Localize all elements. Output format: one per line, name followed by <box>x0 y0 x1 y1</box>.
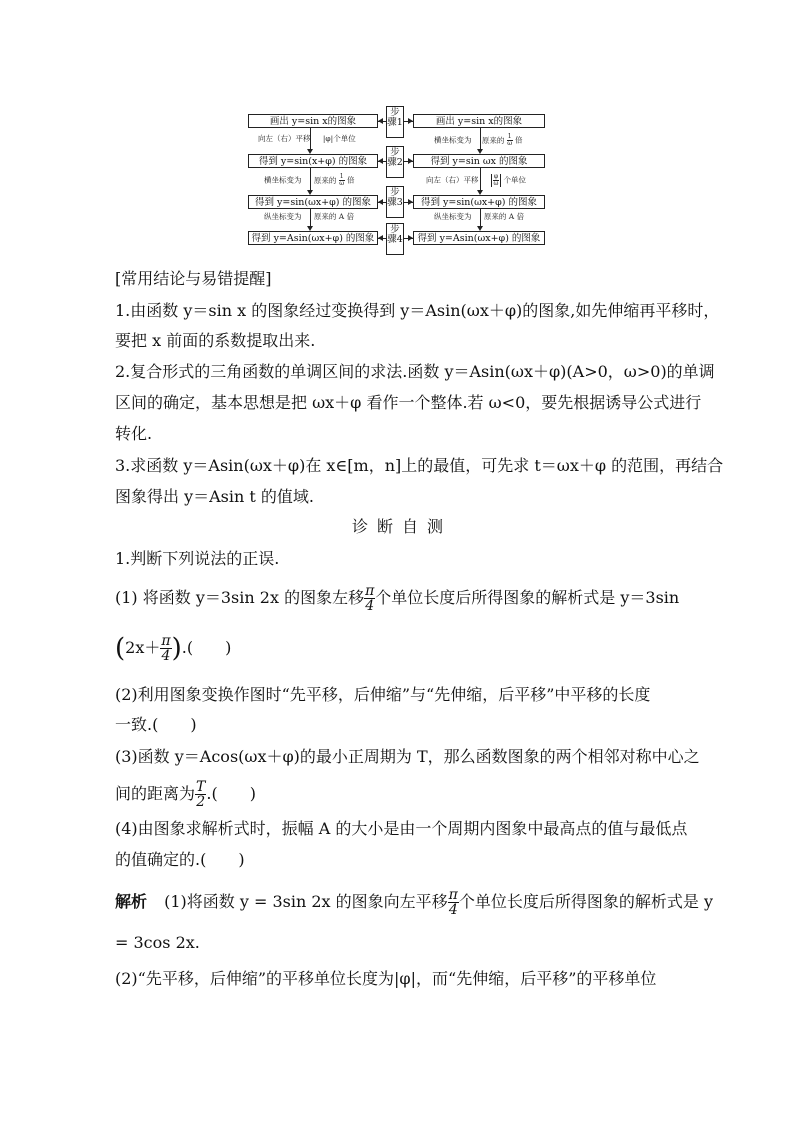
question-2-line-1: (2)利用图象变换作图时“先平移，后伸缩”与“先伸缩，后平移”中平移的长度 <box>115 685 651 704</box>
step-1-box: 步骤1 <box>386 106 404 138</box>
left-note-3 <box>264 212 354 222</box>
answer-label: 解析 <box>115 892 148 911</box>
arrow-down-icon <box>307 226 313 231</box>
note-text: 横坐标变为 <box>264 175 302 185</box>
frac-num: 1 <box>507 133 512 140</box>
paragraph-2-line-3: 转化. <box>115 424 153 443</box>
left-box-2: 得到 y=sin(x+φ) 的图象 <box>248 154 378 168</box>
note-value: |φ|个单位 <box>322 134 356 143</box>
arrow-down-icon <box>477 190 483 195</box>
test-heading: 诊断自测 <box>352 517 453 536</box>
right-box-2: 得到 y=sin ωx 的图象 <box>413 154 545 168</box>
question-4-line-1: (4)由图象求解析式时，振幅 A 的大小是由一个周期内图象中最高点的值与最低点 <box>115 819 688 838</box>
arrow-left-icon <box>378 199 383 205</box>
note-suffix: 倍 <box>515 135 523 145</box>
q1-fraction <box>364 584 375 613</box>
arrow-down-icon <box>307 190 313 195</box>
question-3-line-1: (3)函数 y＝Acos(ωx＋φ)的最小正周期为 T，那么函数图象的两个相邻对称中心之 <box>115 747 700 766</box>
frac-num: π <box>365 583 375 599</box>
q1-text-a: (1) 将函数 y＝3sin 2x 的图象左移 <box>115 588 365 607</box>
arrow-down-icon <box>477 226 483 231</box>
arrow-left-icon <box>378 158 383 164</box>
frac-den: ω <box>507 140 513 147</box>
note-text: 向左（右）平移 <box>426 175 479 185</box>
frac-num: π <box>448 887 458 903</box>
paragraph-3-line-2: 图象得出 y＝Asin t 的值域. <box>115 487 315 506</box>
frac-den: 4 <box>365 598 375 614</box>
right-box-1: 画出 y=sin x的图象 <box>413 114 545 128</box>
question-intro: 1.判断下列说法的正误. <box>115 549 280 568</box>
question-4-line-2: 的值确定的.( ) <box>115 850 245 869</box>
q3-blank: .( ) <box>206 784 256 803</box>
ans1-text-a: (1)将函数 y = 3sin 2x 的图象向左平移 <box>164 892 448 911</box>
step-3-box: 步骤3 <box>386 186 404 218</box>
frac-num: 1 <box>339 173 344 180</box>
note-fraction <box>507 134 513 147</box>
answer-2-line-1: (2)“先平移，后伸缩”的平移单位长度为|φ|，而“先伸缩，后平移”的平移单位 <box>115 969 657 988</box>
frac-den: 4 <box>448 902 458 918</box>
left-box-4: 得到 y=Asin(ωx+φ) 的图象 <box>248 231 378 245</box>
note-value: 原来的 <box>481 135 505 145</box>
right-box-3: 得到 y=sin(ωx+φ) 的图象 <box>413 195 545 209</box>
right-box-4: 得到 y=Asin(ωx+φ) 的图象 <box>413 231 545 245</box>
section-title: [常用结论与易错提醒] <box>115 269 272 288</box>
q3-text: 间的距离为 <box>115 784 196 803</box>
frac-den: 4 <box>161 648 171 664</box>
paragraph-2-line-2: 区间的确定，基本思想是把 ωx＋φ 看作一个整体.若 ω<0，要先根据诱导公式进行 <box>115 393 702 412</box>
transformation-flow-diagram <box>248 102 548 257</box>
answer-1-line-2: = 3cos 2x. <box>115 933 200 952</box>
arrow-down-icon <box>477 149 483 154</box>
note-text: 纵坐标变为 <box>434 212 472 221</box>
frac-num: π <box>161 633 171 649</box>
paragraph-2-line-1: 2.复合形式的三角函数的单调区间的求法.函数 y＝Asin(ωx＋φ)(A>0，ω>0)的单调 <box>115 362 715 381</box>
note-text: 向左（右）平移 <box>258 134 311 143</box>
frac-num: φ <box>493 173 499 180</box>
right-note-2 <box>426 174 526 187</box>
question-1-line-1 <box>115 584 679 613</box>
frac-num: T <box>196 779 206 795</box>
q1-blank: .( ) <box>181 638 232 657</box>
q1-text-b: 个单位长度后所得图象的解析式是 y＝3sin <box>375 588 680 607</box>
q1-expr: 2x＋ <box>125 638 161 657</box>
q3-fraction <box>195 780 206 809</box>
step-4-box: 步骤4 <box>386 223 404 255</box>
arrow-right-icon <box>408 158 413 164</box>
note-suffix: 个单位 <box>503 175 526 185</box>
left-paren: ( <box>115 633 126 664</box>
arrow-right-icon <box>408 199 413 205</box>
note-suffix: 倍 <box>347 175 355 185</box>
answer-1-line-1 <box>115 888 713 917</box>
arrow-right-icon <box>408 235 413 241</box>
note-text: 横坐标变为 <box>434 135 472 145</box>
note-value: 原来的 A 倍 <box>313 212 355 221</box>
arrow-left-icon <box>378 235 383 241</box>
left-note-1 <box>258 134 356 144</box>
question-2-line-2: 一致.( ) <box>115 715 197 734</box>
paragraph-1-line-1: 1.由函数 y＝sin x 的图象经过变换得到 y＝Asin(ωx＋φ)的图象,如先伸缩再平移时， <box>115 301 720 320</box>
paragraph-1-line-2: 要把 x 前面的系数提取出来. <box>115 331 316 350</box>
right-note-1 <box>434 134 523 147</box>
note-text: 纵坐标变为 <box>264 212 302 221</box>
note-fraction <box>491 174 501 187</box>
note-value: 原来的 A 倍 <box>483 212 525 221</box>
arrow-right-icon <box>408 118 413 124</box>
ans1-text-b: 个单位长度后所得图象的解析式是 y <box>458 892 714 911</box>
ans1-fraction <box>448 888 459 917</box>
q1-fraction-2 <box>160 634 171 663</box>
right-note-3 <box>434 212 524 222</box>
note-value: 原来的 <box>313 175 337 185</box>
paragraph-3-line-1: 3.求函数 y＝Asin(ωx＋φ)在 x∈[m，n]上的最值，可先求 t＝ωx＋φ 的范围，再结合 <box>115 456 724 475</box>
left-box-3: 得到 y=sin(ωx+φ) 的图象 <box>248 195 378 209</box>
left-box-1: 画出 y=sin x的图象 <box>248 114 378 128</box>
question-3-line-2 <box>115 780 256 809</box>
arrow-down-icon <box>307 149 313 154</box>
frac-den: ω <box>493 180 499 187</box>
note-fraction <box>339 174 345 187</box>
step-2-box: 步骤2 <box>386 146 404 178</box>
frac-den: 2 <box>196 794 206 810</box>
right-paren: ) <box>171 633 182 664</box>
arrow-left-icon <box>378 118 383 124</box>
left-note-2 <box>264 174 355 187</box>
frac-den: ω <box>339 180 345 187</box>
question-1-line-2 <box>115 634 231 663</box>
